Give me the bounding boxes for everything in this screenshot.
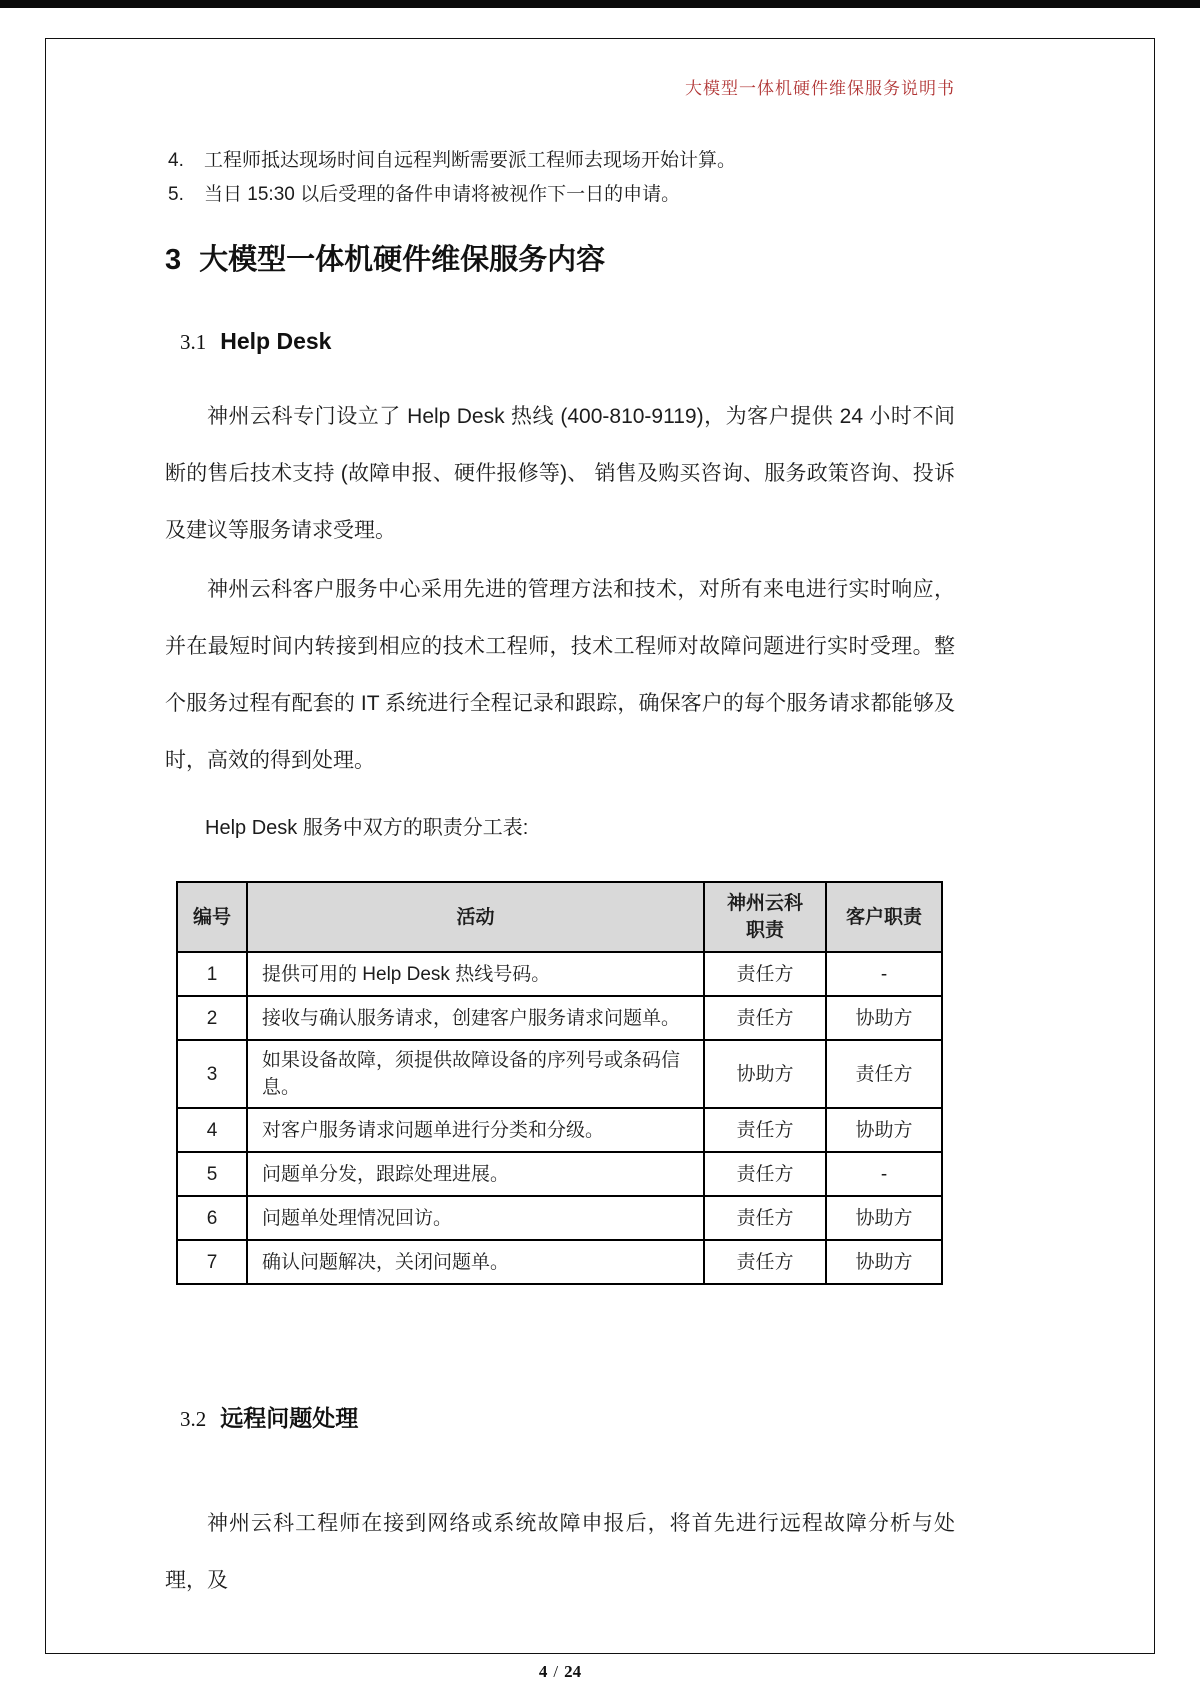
cell-dcloud-role: 责任方 bbox=[704, 996, 826, 1040]
cell-id: 3 bbox=[177, 1040, 247, 1108]
cell-activity: 确认问题解决，关闭问题单。 bbox=[247, 1240, 704, 1284]
list-item-number: 5. bbox=[168, 184, 184, 205]
heading-number: 3.1 bbox=[180, 330, 207, 354]
list-item bbox=[165, 178, 955, 212]
cell-activity: 问题单分发，跟踪处理进展。 bbox=[247, 1152, 704, 1196]
cell-id: 4 bbox=[177, 1108, 247, 1152]
cell-dcloud-role: 责任方 bbox=[704, 1108, 826, 1152]
cell-id: 6 bbox=[177, 1196, 247, 1240]
cell-customer-role: - bbox=[826, 952, 942, 996]
list-item-number: 4. bbox=[168, 150, 184, 171]
table-row bbox=[177, 1196, 942, 1240]
document-page bbox=[165, 0, 955, 1683]
list-item bbox=[165, 144, 955, 178]
cell-dcloud-role: 责任方 bbox=[704, 1196, 826, 1240]
document-header-title: 大模型一体机硬件维保服务说明书 bbox=[685, 79, 955, 98]
cell-id: 5 bbox=[177, 1152, 247, 1196]
cell-dcloud-role: 责任方 bbox=[704, 1152, 826, 1196]
cell-customer-role: 协助方 bbox=[826, 1108, 942, 1152]
table-row bbox=[177, 1040, 942, 1108]
cell-customer-role: - bbox=[826, 1152, 942, 1196]
paragraph-helpdesk-intro: 神州云科专门设立了 Help Desk 热线 (400-810-9119)，为客户提供 24 小时不间断的售后技术支持 (故障申报、硬件报修等)、 销售及购买咨询、服务政策咨询、投诉及建议等服务请求受理。 bbox=[165, 405, 955, 542]
page-separator: / bbox=[553, 1662, 559, 1681]
column-header-customer: 客户职责 bbox=[826, 882, 942, 952]
table-row bbox=[177, 1240, 942, 1284]
heading-number: 3.2 bbox=[180, 1407, 207, 1431]
column-header-id: 编号 bbox=[177, 882, 247, 952]
column-header-dcloud-line2: 职责 bbox=[745, 920, 784, 941]
table-row bbox=[177, 1108, 942, 1152]
page-total: 24 bbox=[564, 1662, 582, 1681]
cell-dcloud-role: 责任方 bbox=[704, 1240, 826, 1284]
cell-customer-role: 协助方 bbox=[826, 1196, 942, 1240]
list-item-text: 工程师抵达现场时间自远程判断需要派工程师去现场开始计算。 bbox=[204, 150, 737, 171]
cell-dcloud-role: 协助方 bbox=[704, 1040, 826, 1108]
table-row bbox=[177, 952, 942, 996]
cell-customer-role: 协助方 bbox=[826, 1240, 942, 1284]
cell-activity: 接收与确认服务请求，创建客户服务请求问题单。 bbox=[247, 996, 704, 1040]
table-caption: Help Desk 服务中双方的职责分工表: bbox=[205, 817, 529, 839]
cell-customer-role: 协助方 bbox=[826, 996, 942, 1040]
cell-activity: 提供可用的 Help Desk 热线号码。 bbox=[247, 952, 704, 996]
list-item-text: 当日 15:30 以后受理的备件申请将被视作下一日的申请。 bbox=[204, 184, 681, 205]
table-row bbox=[177, 996, 942, 1040]
column-header-dcloud-line1: 神州云科 bbox=[726, 893, 803, 914]
cell-id: 1 bbox=[177, 952, 247, 996]
page-current: 4 bbox=[538, 1662, 548, 1681]
column-header-activity: 活动 bbox=[247, 882, 704, 952]
page-number-footer bbox=[165, 1661, 955, 1683]
paragraph-helpdesk-detail: 神州云科客户服务中心采用先进的管理方法和技术，对所有来电进行实时响应，并在最短时间内转接到相应的技术工程师，技术工程师对故障问题进行实时受理。整个服务过程有配套的 IT 系统进行全程记录和跟踪，确保客户的每个服务请求都能够及时，高效的得到处理。 bbox=[165, 578, 955, 772]
cell-id: 7 bbox=[177, 1240, 247, 1284]
cell-id: 2 bbox=[177, 996, 247, 1040]
numbered-list bbox=[165, 144, 955, 212]
cell-activity: 如果设备故障，须提供故障设备的序列号或条码信息。 bbox=[247, 1040, 704, 1108]
heading-title: 远程问题处理 bbox=[220, 1405, 359, 1431]
heading-section-3 bbox=[165, 242, 955, 278]
heading-title: Help Desk bbox=[220, 328, 332, 354]
heading-section-3-2 bbox=[180, 1403, 955, 1437]
table-header-row bbox=[177, 882, 942, 952]
heading-number: 3 bbox=[165, 244, 182, 276]
cell-activity: 问题单处理情况回访。 bbox=[247, 1196, 704, 1240]
cell-customer-role: 责任方 bbox=[826, 1040, 942, 1108]
column-header-dcloud bbox=[704, 882, 826, 952]
cell-dcloud-role: 责任方 bbox=[704, 952, 826, 996]
heading-section-3-1 bbox=[180, 326, 955, 360]
cell-activity: 对客户服务请求问题单进行分类和分级。 bbox=[247, 1108, 704, 1152]
table-row bbox=[177, 1152, 942, 1196]
heading-title: 大模型一体机硬件维保服务内容 bbox=[199, 244, 606, 276]
paragraph-remote-handling: 神州云科工程师在接到网络或系统故障申报后，将首先进行远程故障分析与处理，及 bbox=[165, 1512, 955, 1592]
responsibility-table bbox=[176, 881, 943, 1285]
